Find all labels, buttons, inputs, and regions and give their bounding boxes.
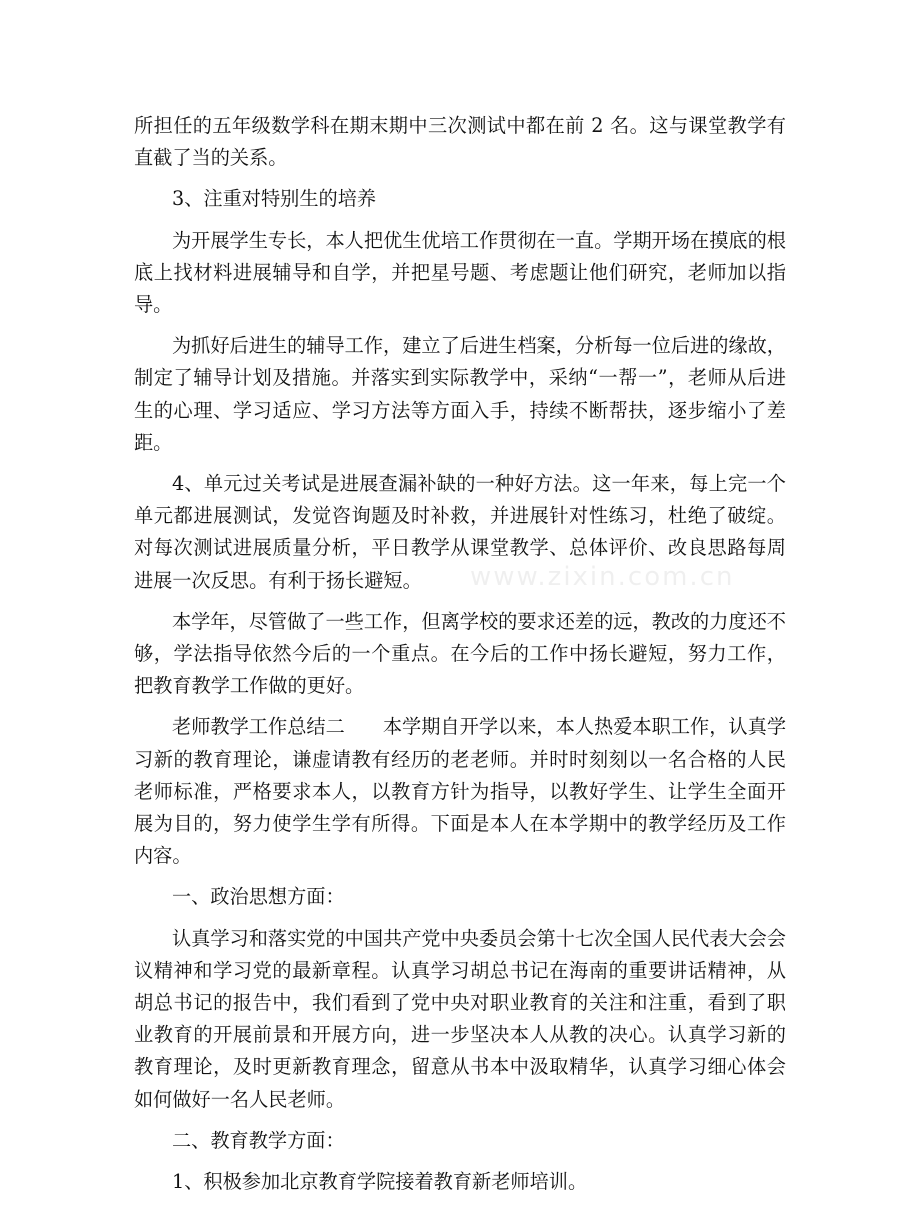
paragraph-5: 4、单元过关考试是进展查漏补缺的一种好方法。这一年来，每上完一个单元都进展测试，发觉咨询题及时补救，并进展针对性练习，杜绝了破绽。对每次测试进展质量分析，平日教学从课堂教学、总体评价、改良思路每周进展一次反思。有利于扬长避短。 — [134, 472, 786, 592]
paragraph-heading-politics: 一、政治思想方面： — [172, 885, 345, 909]
paragraph-heading-teaching: 二、教育教学方面： — [172, 1128, 345, 1152]
paragraph-7 — [134, 711, 786, 872]
paragraph-9: 认真学习和落实党的中国共产党中央委员会第十七次全国人民代表大会会议精神和学习党的最新章程。认真学习胡总书记在海南的重要讲话精神，从胡总书记的报告中，我们看到了党中央对职业教育的关注和注重，看到了职业教育的开展前景和开展方向，进一步坚决本人从教的决心。认真学习新的教育理论，及时更新教育理念，留意从书本中汲取精华，认真学习细心体会如何做好一名人民老师。 — [134, 926, 786, 1111]
paragraph-3: 为开展学生专长，本人把优生优培工作贯彻在一直。学期开场在摸底的根底上找材料进展辅导和自学，并把星号题、考虑题让他们研究，老师加以指导。 — [134, 228, 786, 317]
paragraph-1: 所担任的五年级数学科在期末期中三次测试中都在前 2 名。这与课堂教学有直截了当的关系。 — [134, 114, 786, 170]
section-title: 老师教学工作总结二 — [172, 715, 345, 739]
document-body — [134, 110, 786, 1207]
section-intro: 本学期自开学以来，本人热爱本职工作，认真学习新的教育理论，谦虚请教有经历的老老师。并时时刻刻以一名合格的人民老师标准，严格要求本人，以教育方针为指导，以教好学生、让学生全面开展为目的，努力使学生学有所得。下面是本人在本学期中的教学经历及工作内容。 — [134, 715, 787, 868]
paragraph-11: 1、积极参加北京教育学院接着教育新老师培训。 — [172, 1170, 588, 1194]
watermark-text: www.zixin.com.cn — [470, 562, 735, 592]
paragraph-6: 本学年，尽管做了一些工作，但离学校的要求还差的远，教改的力度还不够，学法指导依然今后的一个重点。在今后的工作中扬长避短，努力工作，把教育教学工作做的更好。 — [134, 609, 786, 698]
paragraph-heading-3: 3、注重对特别生的培养 — [172, 187, 377, 211]
paragraph-4: 为抓好后进生的辅导工作，建立了后进生档案，分析每一位后进的缘故，制定了辅导计划及措施。并落实到实际教学中，采纳“一帮一”，老师从后进生的心理、学习适应、学习方法等方面入手，持续不断帮扶，逐步缩小了差距。 — [134, 334, 786, 454]
